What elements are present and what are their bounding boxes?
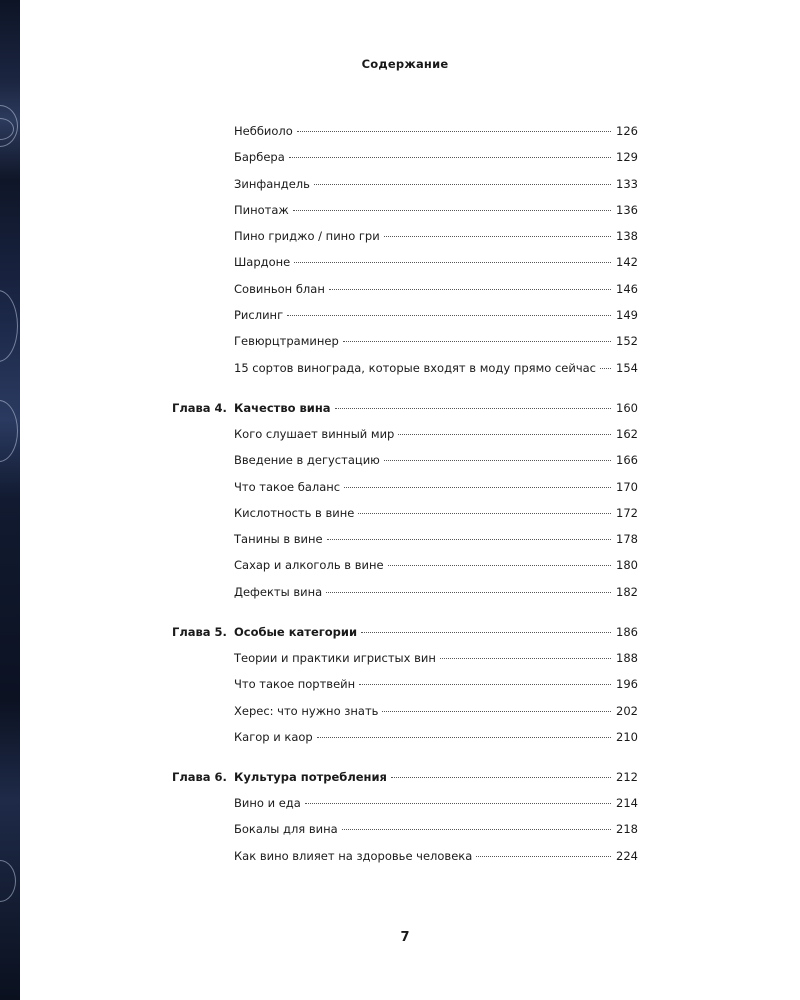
cover-art-strip bbox=[0, 0, 20, 1000]
toc-page-number: 166 bbox=[616, 453, 638, 468]
dot-leader bbox=[382, 711, 611, 712]
toc-page-number: 136 bbox=[616, 202, 638, 217]
toc-page-number: 188 bbox=[616, 651, 638, 666]
toc-page-number: 149 bbox=[616, 308, 638, 323]
dot-leader bbox=[287, 315, 611, 316]
toc-entry-title: Кислотность в вине bbox=[234, 505, 355, 520]
toc-entry-title: Херес: что нужно знать bbox=[234, 703, 379, 718]
toc-entry-title: Пино гриджо / пино гри bbox=[234, 229, 380, 244]
toc-page-number: 214 bbox=[616, 796, 638, 811]
toc-entry-title: Особые категории bbox=[234, 624, 358, 639]
dot-leader bbox=[388, 565, 611, 566]
dot-leader bbox=[294, 262, 611, 263]
toc-page-number: 180 bbox=[616, 558, 638, 573]
toc-entry-row bbox=[172, 648, 638, 674]
toc-entry-row bbox=[172, 200, 638, 226]
dot-leader bbox=[359, 684, 611, 685]
toc-chapter-row bbox=[172, 398, 638, 424]
toc-entry-title: 15 сортов винограда, которые входят в моду прямо сейчас bbox=[234, 360, 596, 375]
dot-leader bbox=[314, 184, 611, 185]
dot-leader bbox=[335, 408, 611, 409]
toc-chapter-row bbox=[172, 767, 638, 793]
toc-entry-row bbox=[172, 674, 638, 700]
toc-page-number: 218 bbox=[616, 822, 638, 837]
toc-chapter-number: Глава 6. bbox=[172, 769, 227, 784]
toc-entry-row bbox=[172, 727, 638, 753]
dot-leader bbox=[342, 829, 611, 830]
dot-leader bbox=[317, 737, 611, 738]
toc-entry-title: Как вино влияет на здоровье человека bbox=[234, 848, 473, 863]
toc-page-number: 196 bbox=[616, 677, 638, 692]
toc-entry-title: Качество вина bbox=[234, 400, 331, 415]
dot-leader bbox=[293, 210, 611, 211]
toc-entry-row bbox=[172, 477, 638, 503]
toc-entry-title: Вино и еда bbox=[234, 796, 301, 811]
toc-page-number: 154 bbox=[616, 360, 638, 375]
page-number: 7 bbox=[400, 930, 410, 945]
toc-chapter-number: Глава 4. bbox=[172, 400, 227, 415]
toc-entry-title: Бокалы для вина bbox=[234, 822, 338, 837]
toc-entry-row bbox=[172, 252, 638, 278]
toc-entry-title: Барбера bbox=[234, 150, 285, 165]
dot-leader bbox=[440, 658, 611, 659]
toc-page-number: 224 bbox=[616, 848, 638, 863]
dot-leader bbox=[358, 513, 611, 514]
toc-page-number: 160 bbox=[616, 400, 638, 415]
toc-entry-row bbox=[172, 305, 638, 331]
toc-page-number: 152 bbox=[616, 334, 638, 349]
toc-entry-title: Зинфандель bbox=[234, 176, 310, 191]
toc-page-number: 129 bbox=[616, 150, 638, 165]
dot-leader bbox=[391, 777, 611, 778]
dot-leader bbox=[361, 632, 611, 633]
toc-page-number: 212 bbox=[616, 769, 638, 784]
toc-entry-row bbox=[172, 147, 638, 173]
toc-entry-row bbox=[172, 701, 638, 727]
toc-page-number: 162 bbox=[616, 426, 638, 441]
toc-page-number: 178 bbox=[616, 532, 638, 547]
toc-page-number: 138 bbox=[616, 229, 638, 244]
table-of-contents bbox=[172, 121, 638, 872]
dot-leader bbox=[344, 487, 611, 488]
toc-entry-title: Танины в вине bbox=[234, 532, 323, 547]
toc-page-number: 210 bbox=[616, 729, 638, 744]
dot-leader bbox=[305, 803, 611, 804]
toc-page-number: 126 bbox=[616, 124, 638, 138]
dot-leader bbox=[343, 341, 611, 342]
toc-entry-row bbox=[172, 819, 638, 845]
toc-entry-row bbox=[172, 358, 638, 384]
toc-page-number: 146 bbox=[616, 281, 638, 296]
toc-entry-row bbox=[172, 846, 638, 872]
toc-entry-title: Шардоне bbox=[234, 255, 291, 270]
toc-page-number: 142 bbox=[616, 255, 638, 270]
toc-entry-title: Совиньон блан bbox=[234, 281, 325, 296]
toc-entry-row bbox=[172, 582, 638, 608]
toc-entry-title: Культура потребления bbox=[234, 769, 387, 784]
toc-entry-title: Неббиоло bbox=[234, 124, 293, 138]
toc-entry-row bbox=[172, 450, 638, 476]
toc-entry-row bbox=[172, 424, 638, 450]
toc-entry-row bbox=[172, 174, 638, 200]
toc-entry-row bbox=[172, 121, 638, 147]
dot-leader bbox=[297, 131, 611, 132]
dot-leader bbox=[398, 434, 611, 435]
toc-entry-row bbox=[172, 529, 638, 555]
toc-page-number: 172 bbox=[616, 505, 638, 520]
toc-entry-title: Рислинг bbox=[234, 308, 284, 323]
dot-leader bbox=[326, 592, 611, 593]
dot-leader bbox=[600, 368, 611, 369]
toc-chapter-row bbox=[172, 622, 638, 648]
toc-entry-title: Теории и практики игристых вин bbox=[234, 651, 436, 666]
toc-entry-title: Кого слушает винный мир bbox=[234, 426, 395, 441]
dot-leader bbox=[384, 236, 611, 237]
toc-chapter-number: Глава 5. bbox=[172, 624, 227, 639]
toc-page-number: 186 bbox=[616, 624, 638, 639]
dot-leader bbox=[327, 539, 611, 540]
dot-leader bbox=[289, 157, 611, 158]
toc-entry-title: Пинотаж bbox=[234, 202, 289, 217]
toc-entry-row bbox=[172, 793, 638, 819]
toc-page-number: 170 bbox=[616, 479, 638, 494]
toc-entry-title: Кагор и каор bbox=[234, 729, 313, 744]
toc-entry-title: Введение в дегустацию bbox=[234, 453, 380, 468]
toc-entry-row bbox=[172, 555, 638, 581]
toc-entry-title: Что такое баланс bbox=[234, 479, 341, 494]
toc-page-number: 133 bbox=[616, 176, 638, 191]
toc-entry-row bbox=[172, 503, 638, 529]
toc-entry-title: Гевюрцтраминер bbox=[234, 334, 339, 349]
toc-page-number: 202 bbox=[616, 703, 638, 718]
toc-entry-row bbox=[172, 279, 638, 305]
toc-entry-row bbox=[172, 226, 638, 252]
toc-entry-row bbox=[172, 331, 638, 357]
toc-entry-title: Что такое портвейн bbox=[234, 677, 356, 692]
toc-entry-title: Дефекты вина bbox=[234, 584, 323, 599]
page-title: Содержание bbox=[361, 57, 449, 71]
toc-page-number: 182 bbox=[616, 584, 638, 599]
dot-leader bbox=[329, 289, 611, 290]
dot-leader bbox=[476, 856, 611, 857]
toc-entry-title: Сахар и алкоголь в вине bbox=[234, 558, 384, 573]
dot-leader bbox=[384, 460, 611, 461]
